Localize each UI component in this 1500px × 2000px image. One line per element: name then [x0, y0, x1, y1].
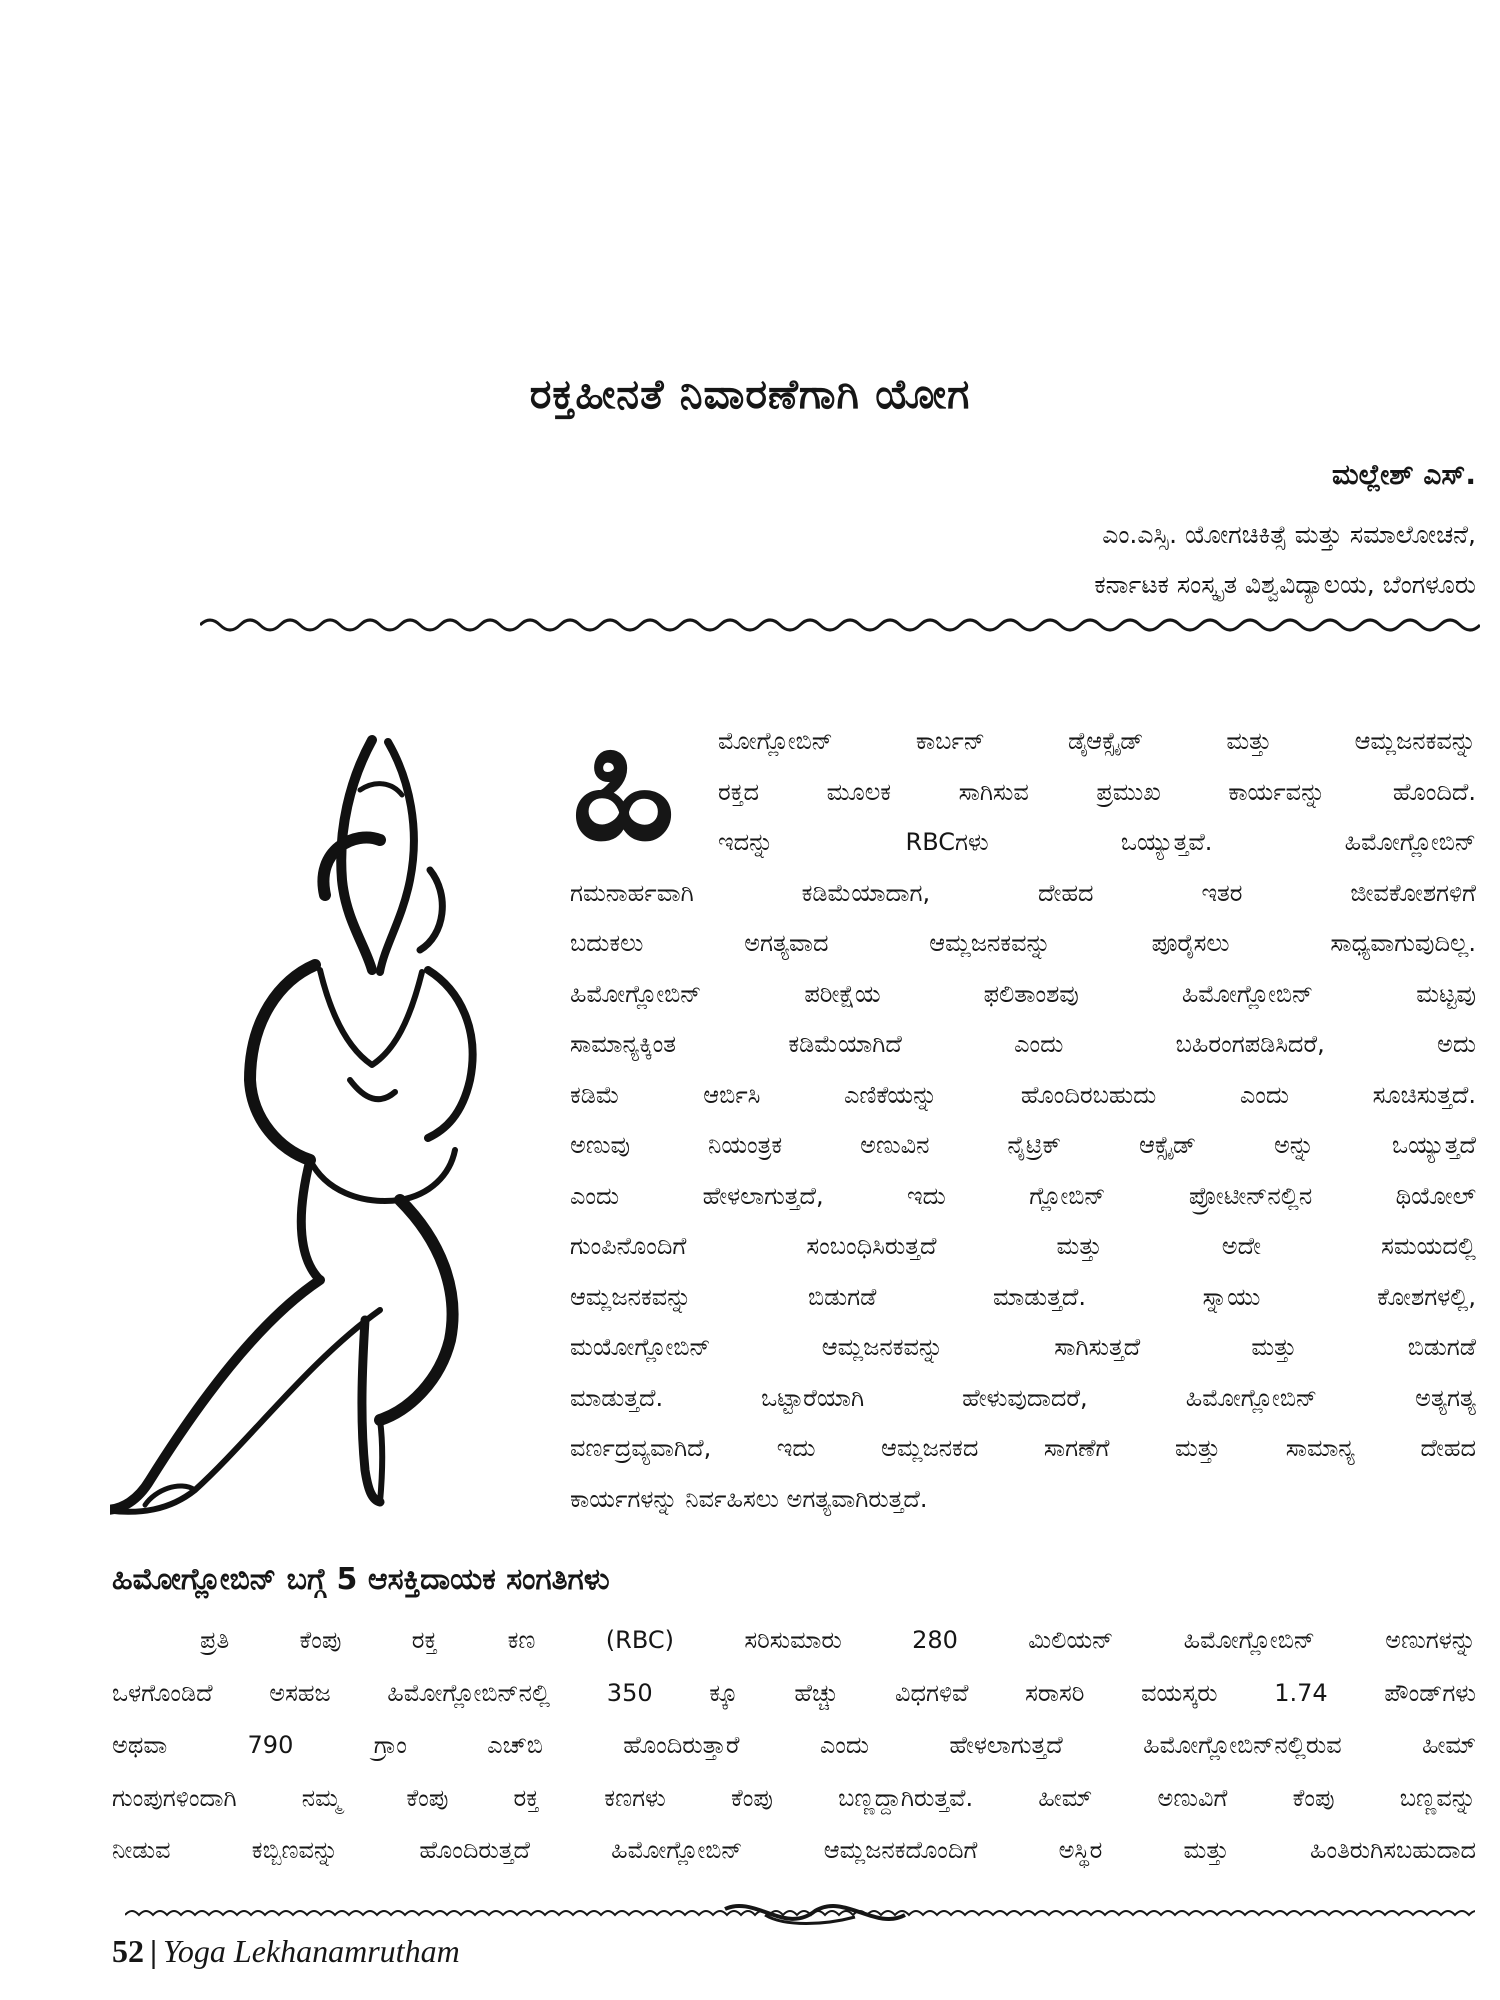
page-number: 52	[112, 1933, 144, 1969]
intro-line: ಆಮ್ಲಜನಕವನ್ನು ಬಿಡುಗಡೆ ಮಾಡುತ್ತದೆ. ಸ್ನಾಯು ಕೋಶಗಳಲ್ಲಿ,	[570, 1282, 1476, 1311]
drop-cap-letter: ಹಿ	[572, 700, 676, 874]
intro-line: ರಕ್ತದ ಮೂಲಕ ಸಾಗಿಸುವ ಪ್ರಮುಖ ಕಾರ್ಯವನ್ನು ಹೊಂದಿದೆ.	[718, 777, 1476, 806]
article-title: ರಕ್ತಹೀನತೆ ನಿವಾರಣೆಗಾಗಿ ಯೋಗ	[529, 370, 971, 418]
section-line: ಗುಂಪುಗಳಿಂದಾಗಿ ನಮ್ಮ ಕೆಂಪು ರಕ್ತ ಕಣಗಳು ಕೆಂಪು ಬಣ್ಣದ್ದಾಗಿರುತ್ತವೆ. ಹೀಮ್ ಅಣುವಿಗೆ ಕೆಂಪು ಬಣ್ಣವನ್ನು	[112, 1783, 1476, 1812]
section-heading: ಹಿಮೋಗ್ಲೋಬಿನ್ ಬಗ್ಗೆ 5 ಆಸಕ್ತಿದಾಯಕ ಸಂಗತಿಗಳು	[112, 1562, 610, 1597]
intro-line: ಗಮನಾರ್ಹವಾಗಿ ಕಡಿಮೆಯಾದಾಗ, ದೇಹದ ಇತರ ಜೀವಕೋಶಗಳಿಗೆ	[570, 878, 1476, 907]
intro-line: ಕಡಿಮೆ ಆರ್ಬಿಸಿ ಎಣಿಕೆಯನ್ನು ಹೊಂದಿರಬಹುದು ಎಂದು ಸೂಚಿಸುತ್ತದೆ.	[570, 1080, 1476, 1109]
intro-line: ವರ್ಣದ್ರವ್ಯವಾಗಿದೆ, ಇದು ಆಮ್ಲಜನಕದ ಸಾಗಣೆಗೆ ಮತ್ತು ಸಾಮಾನ್ಯ ದೇಹದ	[570, 1434, 1476, 1462]
journal-name: Yoga Lekhanamrutham	[163, 1933, 460, 1969]
author-affiliation-line-1: ಎಂ.ಎಸ್ಸಿ. ಯೋಗಚಿಕಿತ್ಸೆ ಮತ್ತು ಸಮಾಲೋಚನೆ,	[1102, 520, 1476, 549]
intro-line: ಕಾರ್ಯಗಳನ್ನು ನಿರ್ವಹಿಸಲು ಅಗತ್ಯವಾಗಿರುತ್ತದೆ.	[570, 1484, 928, 1513]
intro-line: ಮಯೋಗ್ಲೋಬಿನ್ ಆಮ್ಲಜನಕವನ್ನು ಸಾಗಿಸುತ್ತದೆ ಮತ್ತು ಬಿಡುಗಡೆ	[570, 1333, 1476, 1361]
wavy-divider-top	[200, 615, 1480, 635]
intro-line: ಹಿಮೋಗ್ಲೋಬಿನ್ ಪರೀಕ್ಷೆಯ ಫಲಿತಾಂಶವು ಹಿಮೋಗ್ಲೋಬಿನ್ ಮಟ್ಟವು	[570, 979, 1476, 1008]
intro-line: ಮಾಡುತ್ತದೆ. ಒಟ್ಟಾರೆಯಾಗಿ ಹೇಳುವುದಾದರೆ, ಹಿಮೋಗ್ಲೋಬಿನ್ ಅತ್ಯಗತ್ಯ	[570, 1383, 1476, 1412]
intro-line: ಸಾಮಾನ್ಯಕ್ಕಿಂತ ಕಡಿಮೆಯಾಗಿದೆ ಎಂದು ಬಹಿರಂಗಪಡಿಸಿದರೆ, ಅದು	[570, 1030, 1476, 1058]
section-line: ನೀಡುವ ಕಬ್ಬಿಣವನ್ನು ಹೊಂದಿರುತ್ತದೆ ಹಿಮೋಗ್ಲೋಬಿನ್ ಆಮ್ಲಜನಕದೊಂದಿಗೆ ಅಸ್ಥಿರ ಮತ್ತು ಹಿಂತಿರುಗಿಸಬಹುದಾದ	[112, 1836, 1476, 1864]
section-line: ಒಳಗೊಂಡಿದೆ ಅಸಹಜ ಹಿಮೋಗ್ಲೋಬಿನ್‌ನಲ್ಲಿ 350 ಕ್ಕೂ ಹೆಚ್ಚು ವಿಧಗಳಿವೆ ಸರಾಸರಿ ವಯಸ್ಕರು 1.74 ಪೌಂಡ್‌ಗಳು	[112, 1678, 1476, 1707]
author-affiliation-line-2: ಕರ್ನಾಟಕ ಸಂಸ್ಕೃತ ವಿಶ್ವವಿದ್ಯಾಲಯ, ಬೆಂಗಳೂರು	[1094, 570, 1476, 599]
intro-line: ಗುಂಪಿನೊಂದಿಗೆ ಸಂಬಂಧಿಸಿರುತ್ತದೆ ಮತ್ತು ಅದೇ ಸಮಯದಲ್ಲಿ	[570, 1232, 1476, 1260]
ornamental-divider-bottom	[125, 1895, 1475, 1935]
page-footer	[112, 1933, 460, 1970]
intro-line: ಎಂದು ಹೇಳಲಾಗುತ್ತದೆ, ಇದು ಗ್ಲೋಬಿನ್ ಪ್ರೋಟೀನ್‌ನಲ್ಲಿನ ಥಿಯೋಲ್	[570, 1181, 1476, 1210]
section-line: ಅಥವಾ 790 ಗ್ರಾಂ ಎಚ್‌ಬಿ ಹೊಂದಿರುತ್ತಾರೆ ಎಂದು ಹೇಳಲಾಗುತ್ತದೆ ಹಿಮೋಗ್ಲೋಬಿನ್‌ನಲ್ಲಿರುವ ಹೀಮ್	[112, 1731, 1476, 1759]
section-line: ಪ್ರತಿ ಕೆಂಪು ರಕ್ತ ಕಣ (RBC) ಸರಿಸುಮಾರು 280 ಮಿಲಿಯನ್ ಹಿಮೋಗ್ಲೋಬಿನ್ ಅಣುಗಳನ್ನು	[200, 1626, 1476, 1654]
author-name: ಮಲ್ಲೇಶ್ ಎಸ್.	[1331, 458, 1476, 491]
yoga-pose-illustration-icon	[110, 720, 540, 1520]
footer-separator: |	[150, 1933, 158, 1969]
intro-line: ಬದುಕಲು ಅಗತ್ಯವಾದ ಆಮ್ಲಜನಕವನ್ನು ಪೂರೈಸಲು ಸಾಧ್ಯವಾಗುವುದಿಲ್ಲ.	[570, 929, 1476, 957]
intro-line: ಮೋಗ್ಲೋಬಿನ್ ಕಾರ್ಬನ್ ಡೈಆಕ್ಸೈಡ್ ಮತ್ತು ಆಮ್ಲಜನಕವನ್ನು	[718, 727, 1476, 755]
intro-line: ಅಣುವು ನಿಯಂತ್ರಕ ಅಣುವಿನ ನೈಟ್ರಿಕ್ ಆಕ್ಸೈಡ್ ಅನ್ನು ಒಯ್ಯುತ್ತದೆ	[570, 1131, 1476, 1159]
intro-line: ಇದನ್ನು RBCಗಳು ಒಯ್ಯುತ್ತವೆ. ಹಿಮೋಗ್ಲೋಬಿನ್	[718, 828, 1476, 856]
